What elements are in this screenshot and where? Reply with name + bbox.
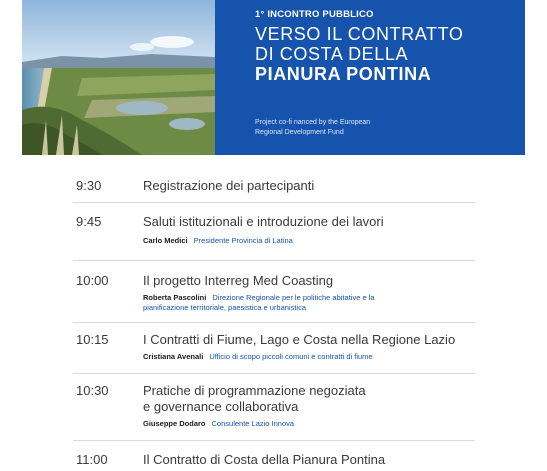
coastline-landscape-image xyxy=(22,0,215,155)
agenda-item xyxy=(73,261,475,323)
speaker-role: Ufficio di scopo piccoli comuni e contratti di fiume xyxy=(209,352,373,361)
agenda-time: 11:00 xyxy=(76,452,108,467)
agenda-topic: I Contratti di Fiume, Lago e Costa nella Regione Lazio xyxy=(143,332,456,347)
agenda-time: 10:30 xyxy=(76,383,109,398)
event-kicker: 1° INCONTRO PUBBLICO xyxy=(255,9,374,20)
funding-note-line-2: Regional Development Fund xyxy=(255,129,344,136)
speaker-name: Cristiana Avenali xyxy=(143,352,204,361)
agenda-topic xyxy=(143,383,366,415)
speaker-role: Presidente Provincia di Latina xyxy=(193,236,293,245)
agenda-topic: Saluti istituzionali e introduzione dei lavori xyxy=(143,214,384,229)
agenda-topic-line-2: e governance collaborativa xyxy=(143,399,299,414)
title-banner xyxy=(215,0,525,155)
agenda-topic: Il progetto Interreg Med Coasting xyxy=(143,273,334,288)
agenda-time: 9:30 xyxy=(76,178,102,193)
agenda-time: 9:45 xyxy=(76,214,102,229)
header xyxy=(0,0,547,155)
speaker-role: Consulente Lazio Innova xyxy=(211,419,295,428)
agenda-item xyxy=(73,441,475,471)
speaker-role-continued: pianificazione territoriale, paesistica e urbanistica xyxy=(143,303,307,312)
agenda-topic: Il Contratto di Costa della Pianura Pontina xyxy=(143,452,386,467)
funding-note-line-1: Project co-fi nanced by the European xyxy=(255,119,371,126)
event-title-line-3: PIANURA PONTINA xyxy=(255,64,432,84)
agenda-topic-line-1: Pratiche di programmazione negoziata xyxy=(143,383,366,398)
agenda-item xyxy=(73,374,475,441)
event-title-line-2: DI COSTA DELLA xyxy=(255,44,409,64)
agenda-speaker xyxy=(143,293,473,313)
event-title-line-1: VERSO IL CONTRATTO xyxy=(255,24,464,44)
agenda-speaker xyxy=(143,352,473,362)
agenda-item xyxy=(73,170,475,203)
agenda-topic: Registrazione dei partecipanti xyxy=(143,178,315,193)
agenda-list xyxy=(73,170,475,471)
speaker-role: Direzione Regionale per le politiche abitative e la xyxy=(212,293,375,302)
speaker-name: Giuseppe Dodaro xyxy=(143,419,206,428)
coastline-photo xyxy=(22,0,215,155)
agenda-item xyxy=(73,203,475,261)
agenda-item xyxy=(73,323,475,374)
agenda-speaker xyxy=(143,236,473,246)
agenda-time: 10:15 xyxy=(76,332,109,347)
speaker-name: Carlo Medici xyxy=(143,236,188,245)
agenda-time: 10:00 xyxy=(76,273,109,288)
speaker-name: Roberta Pascolini xyxy=(143,293,207,302)
agenda-speaker xyxy=(143,419,473,429)
